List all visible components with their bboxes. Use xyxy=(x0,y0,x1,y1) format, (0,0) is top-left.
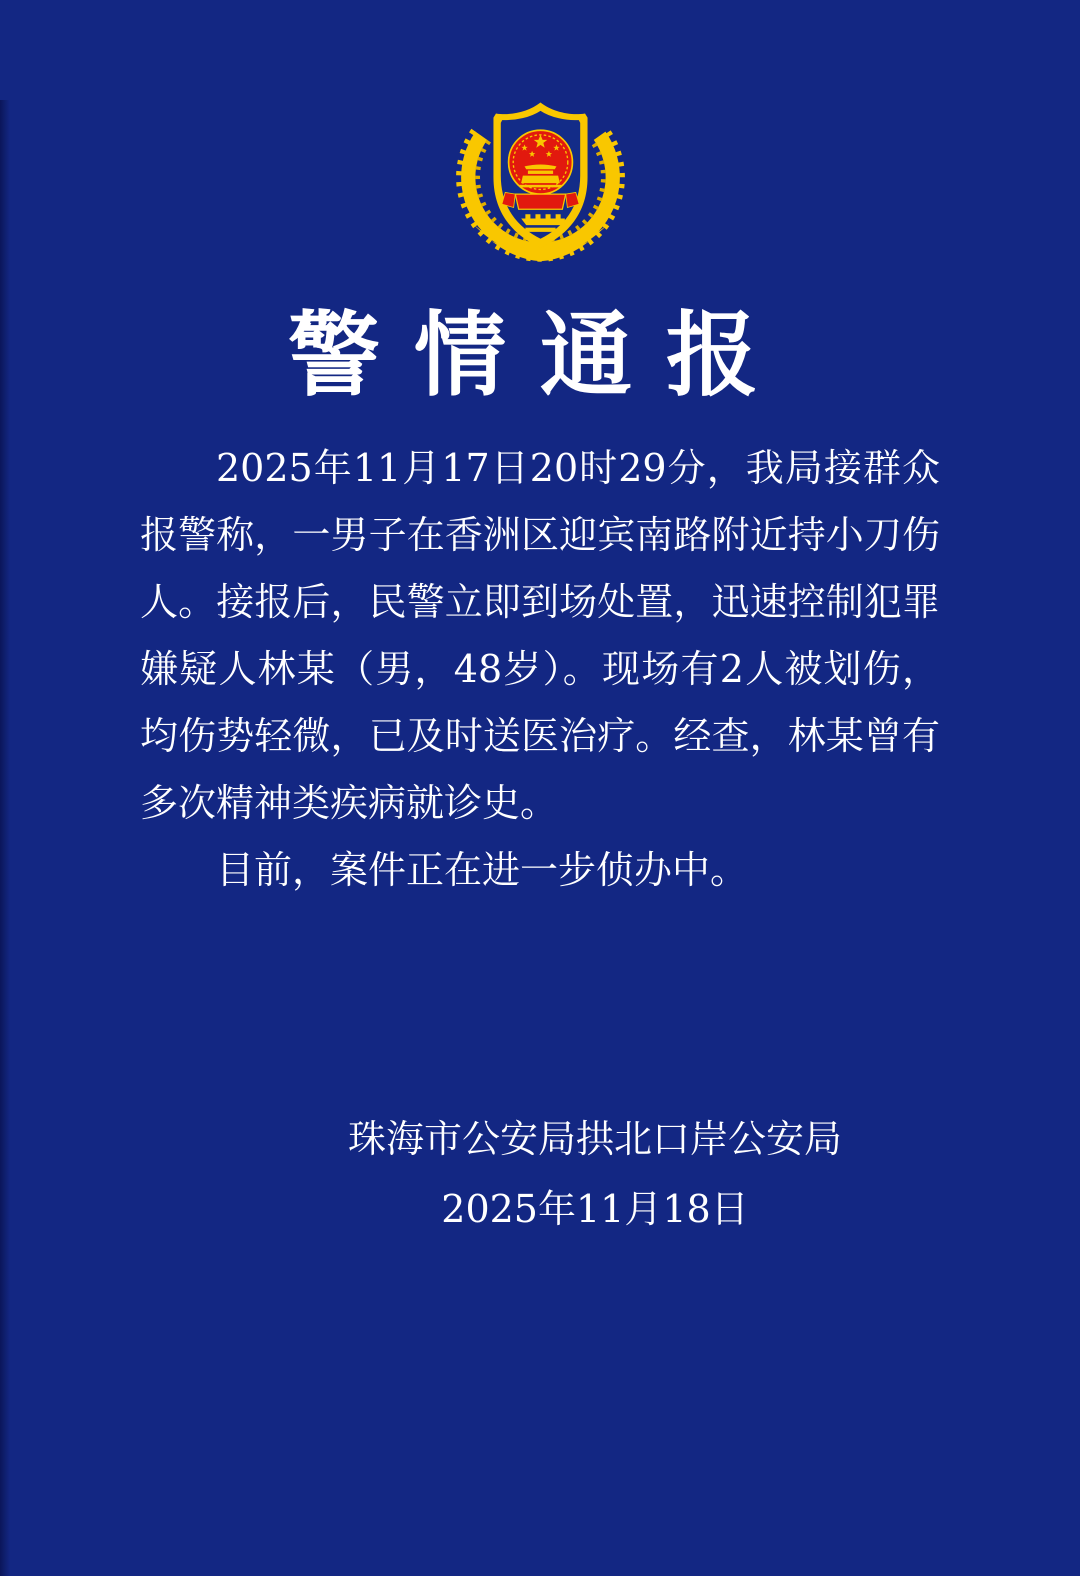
ribbon-icon xyxy=(501,192,578,209)
police-badge-icon xyxy=(448,100,633,268)
notice-paragraph-1: 2025年11月17日20时29分，我局接群众报警称，一男子在香洲区迎宾南路附近持小刀伤人。接报后，民警立即到场处置，迅速控制犯罪嫌疑人林某（男，48岁）。现场有2人被划伤，均伤势轻微，已及时送医治疗。经查，林某曾有多次精神类疾病就诊史。 xyxy=(140,446,940,825)
issue-date: 2025年11月18日 xyxy=(441,1187,749,1231)
notice-paragraph-2: 目前，案件正在进一步侦办中。 xyxy=(216,848,749,892)
issuing-authority: 珠海市公安局拱北口岸公安局 xyxy=(347,1117,842,1161)
signature-block xyxy=(0,1104,1080,1244)
notice-title: 警情通报 xyxy=(287,301,792,409)
national-emblem-icon xyxy=(508,130,572,194)
notice-body xyxy=(140,435,940,904)
police-notice-poster xyxy=(0,100,1080,1576)
